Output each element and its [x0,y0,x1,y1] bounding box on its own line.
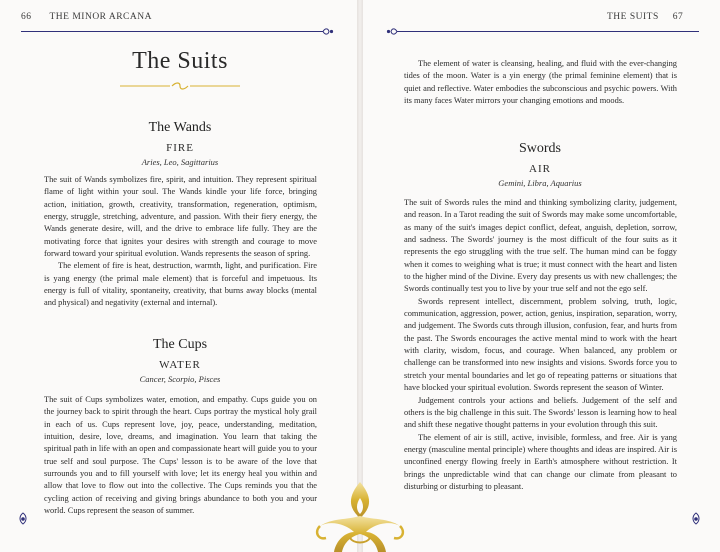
cups-paragraph: The suit of Cups symbolizes water, emotion, and empathy. Cups guide you on the journey back to spirit through the heart. Cups portray the mystical holy grail in each of us. Cups represent love, joy, peace, understanding, meditation, intuition, desire, love, dreams, and imagination. You learn that taking the spiritual path in life with an open and compassionate heart will guide you to your true self and soul purpose. The Cups' lesson is to be aware of the love that surrounds you and to fill yourself with love; let its energy heal you within and allow that love to flow out into the collective. The Cups reminds you that the cycling action of receiving and giving brings abundance to both you and your world. Cups represent the season of summer. [44,395,317,516]
wands-paragraph: The suit of Wands symbolizes fire, spirit, and intuition. They represent spiritual flame of light within your soul. The Wands kindle your life force, bringing action, initiation, growth, creativity, transformation, regeneration, optimism, energy, struggle, stretching, adventure, and passion. With their fiery energy, the Wands generate desire, will, and the drive to embrace life fully. They are the motivating force that ignites your desires with strength and courage to move forward toward your spiritual evolution. Wands represents the season of spring. [44,175,317,259]
cups-signs: Cancer, Scorpio, Pisces [139,374,221,384]
wands-paragraph: The element of fire is heat, destruction, warmth, light, and purification. Fire is yang energy (the primal male element) that is forceful and impetuous. Its energy is full of vitality, spontaneity, creativity, that burns away blocks (mental and physical) and negativity (external and internal). [44,261,317,308]
left-running-head [21,12,152,22]
left-page-number: 66 [21,12,32,22]
cups-body [44,394,317,517]
swords-paragraph: The element of air is still, active, invisible, formless, and free. Air is yang energy (masculine mental principle) where thoughts and ideas are inspired. Air is unconfined energy flowing freely in Earth's atmosphere without restriction. It brings the unpredictable wind that can change our climate from pleasant to disturbing or disturbing to pleasant. [404,432,677,491]
water-element-body [404,58,677,107]
corner-ornament-icon [690,512,702,526]
cups-title: The Cups [152,337,208,352]
gold-lotus-ornament-icon [306,476,414,552]
book-gutter [357,0,363,552]
right-running-head [607,12,683,22]
left-running-head-text: THE MINOR ARCANA [49,12,152,22]
chapter-title-block [120,48,240,75]
cups-heading [100,337,260,384]
swords-heading [460,141,620,188]
swords-signs: Gemini, Libra, Aquarius [498,178,582,188]
corner-ornament-icon [17,512,29,526]
wands-title: The Wands [148,120,212,135]
swords-paragraph: Swords represent intellect, discernment, problem solving, truth, logic, communication, aggression, power, action, genius, inspiration, separation, worry, and judgement. The Swords cuts through illusion, confusion, fear, and hurts from the past. The Swords encourages the active mental mind to work with the heart with clarity, wisdom, focus, and courage. When balanced, any problem or challenge can be transformed into new insights and visions. Swords force you to stretch your mental boundaries and let go of repeating patterns or situations that have blocked your spiritual evolution. Swords represent the season of Winter. [404,296,677,393]
swords-paragraph: The suit of Swords rules the mind and thinking symbolizing clarity, judgement, and reason. In a Tarot reading the suit of Swords may make some uncomfortable, as many of the suit's images depict conflict, defeat, anguish, depletion, sorrow, and sadness. The Swords' journey is the most difficult of the four suits as it represents the ego struggling with the true self. The human mind can be foggy when it comes to weighing what is true; it must connect with the heart and listen to the higher mind of the Divine. Every day presents us with new challenges; the Swords continually test you to live by your true self and not the ego self. [404,198,677,294]
wands-body [44,174,317,310]
right-page-number: 67 [672,12,684,22]
right-running-head-text: THE SUITS [607,12,659,22]
cups-element: WATER [159,359,201,371]
wands-element: FIRE [166,142,194,154]
ornament-rule-end-icon [386,27,398,36]
water-paragraph: The element of water is cleansing, healing, and fluid with the ever-changing tides of the moon. Water is a yin energy (the primal feminine element) that is quiet and reflective. Water embodies the subconscious and psychic powers. With its many faces Water mirrors your changing emotions and moods. [404,59,677,106]
left-header-rule [21,31,323,32]
title-flourish-icon [118,82,242,90]
swords-element: AIR [529,163,551,175]
wands-heading [100,120,260,167]
ornament-rule-end-icon [322,27,334,36]
swords-body [404,197,677,493]
wands-signs: Aries, Leo, Sagittarius [141,157,219,167]
swords-paragraph: Judgement controls your actions and beliefs. Judgement of the self and others is the big challenge in this suit. The Swords' lesson is learning how to heal and shift these negative thought patterns in your evolution through this suit. [404,395,677,430]
right-header-rule [397,31,699,32]
swords-title: Swords [518,141,561,156]
chapter-title: The Suits [132,48,228,74]
